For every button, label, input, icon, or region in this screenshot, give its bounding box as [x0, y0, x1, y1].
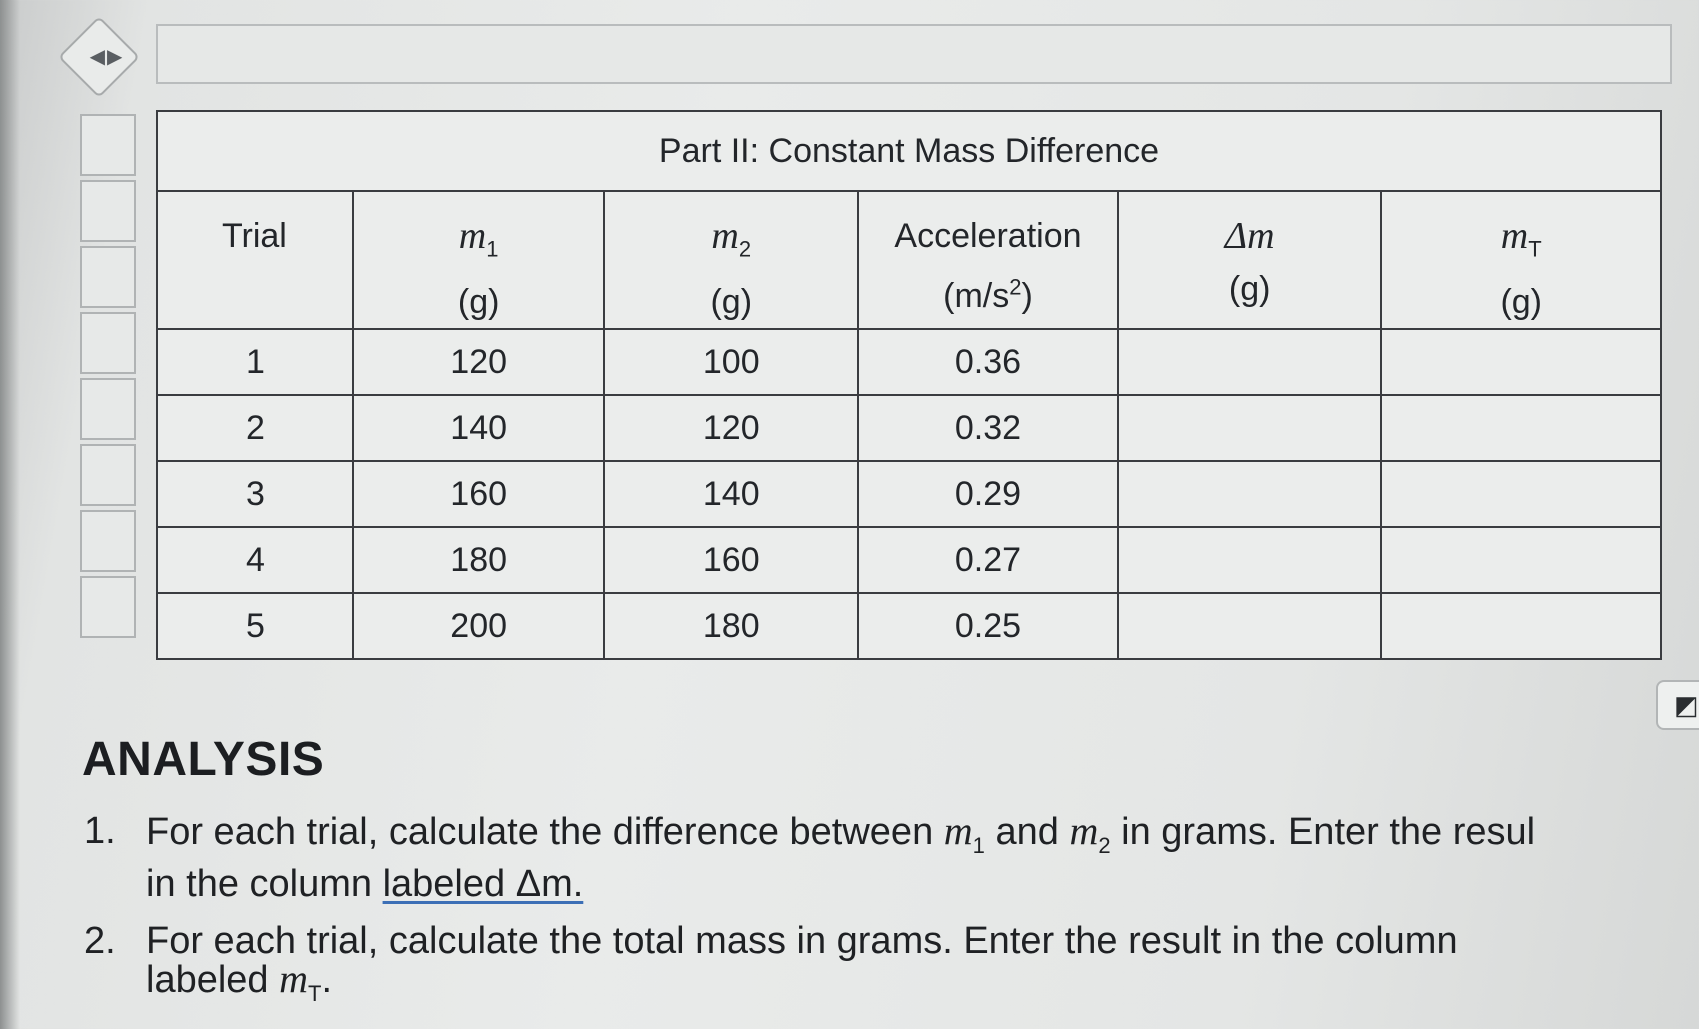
left-right-arrows-icon[interactable]: ◀▶ — [89, 46, 125, 68]
variable-symbol: $m_1$ — [458, 215, 499, 262]
cell-trial: 5 — [157, 593, 353, 659]
cell-m2: 100 — [604, 329, 858, 395]
column-header-m-total — [1381, 191, 1661, 329]
question-text: For each trial, calculate the difference between $m_1$ and $m_2$ in grams. Enter the resul in the column labeled Δm. — [146, 808, 1536, 905]
data-table — [156, 110, 1662, 660]
variable-m2: $m_2$ — [1069, 808, 1111, 858]
table-row — [157, 395, 1661, 461]
row-selector[interactable] — [80, 510, 136, 572]
cell-delta-m-input[interactable] — [1118, 461, 1382, 527]
table-row — [157, 329, 1661, 395]
cell-trial: 4 — [157, 527, 353, 593]
row-selector[interactable] — [80, 576, 136, 638]
row-selector[interactable] — [80, 246, 136, 308]
cell-acceleration: 0.29 — [858, 461, 1118, 527]
row-selector[interactable] — [80, 114, 136, 176]
column-header-acceleration — [858, 191, 1118, 329]
resize-table-button[interactable] — [1656, 680, 1699, 730]
column-unit: (g) — [457, 282, 500, 321]
cell-acceleration: 0.27 — [858, 527, 1118, 593]
cell-delta-m-input[interactable] — [1118, 527, 1382, 593]
question-number: 1. — [84, 810, 116, 852]
cell-m2: 160 — [604, 527, 858, 593]
row-selector[interactable] — [80, 180, 136, 242]
table-row — [157, 527, 1661, 593]
column-header-delta-m — [1118, 191, 1382, 329]
cell-acceleration: 0.32 — [858, 395, 1118, 461]
cell-m2: 140 — [604, 461, 858, 527]
column-unit: (g) — [710, 282, 753, 321]
cell-acceleration: 0.25 — [858, 593, 1118, 659]
row-selector[interactable] — [80, 444, 136, 506]
cell-m-total-input[interactable] — [1381, 593, 1661, 659]
variable-symbol: $m_T$ — [1500, 215, 1542, 262]
cell-delta-m-input[interactable] — [1118, 329, 1382, 395]
page-edge-shadow — [0, 0, 20, 1029]
column-header-m2 — [604, 191, 858, 329]
cell-m-total-input[interactable] — [1381, 329, 1661, 395]
top-input-bar[interactable] — [156, 24, 1672, 84]
cell-m1: 140 — [353, 395, 605, 461]
cell-m1: 160 — [353, 461, 605, 527]
cell-trial: 2 — [157, 395, 353, 461]
cell-m1: 180 — [353, 527, 605, 593]
cell-m1: 120 — [353, 329, 605, 395]
table-caption: Part II: Constant Mass Difference — [157, 111, 1661, 191]
column-header-trial — [157, 191, 353, 329]
cell-delta-m-input[interactable] — [1118, 593, 1382, 659]
variable-symbol: $m_2$ — [711, 215, 752, 262]
cell-trial: 3 — [157, 461, 353, 527]
cell-delta-m-input[interactable] — [1118, 395, 1382, 461]
column-header-label: Trial — [222, 217, 287, 255]
cell-m2: 180 — [604, 593, 858, 659]
row-selector[interactable] — [80, 378, 136, 440]
row-selector-column — [80, 114, 136, 642]
table-row — [157, 593, 1661, 659]
column-unit: (g) — [1228, 270, 1271, 308]
variable-m-total: $m_T$ — [279, 956, 322, 1006]
resize-corner-icon: ◩ — [1674, 690, 1699, 720]
cell-trial: 1 — [157, 329, 353, 395]
table-row — [157, 461, 1661, 527]
variable-m1: $m_1$ — [943, 808, 985, 858]
column-unit: (g) — [1500, 282, 1542, 321]
cell-m2: 120 — [604, 395, 858, 461]
cell-m-total-input[interactable] — [1381, 461, 1661, 527]
analysis-heading: ANALYSIS — [82, 733, 325, 786]
cell-m1: 200 — [353, 593, 605, 659]
cell-m-total-input[interactable] — [1381, 395, 1661, 461]
column-header-m1 — [353, 191, 605, 329]
question-number: 2. — [84, 920, 116, 962]
row-selector[interactable] — [80, 312, 136, 374]
variable-symbol: Δm — [1224, 215, 1275, 257]
cell-m-total-input[interactable] — [1381, 527, 1661, 593]
delta-m-column-link[interactable]: labeled Δm. — [382, 863, 584, 905]
question-text: For each trial, calculate the total mass in grams. Enter the result in the column labeled $m_T$. — [146, 920, 1458, 1006]
column-unit: $(m/s^2)$ — [943, 275, 1033, 316]
cell-acceleration: 0.36 — [858, 329, 1118, 395]
column-header-label: Acceleration — [894, 217, 1082, 255]
